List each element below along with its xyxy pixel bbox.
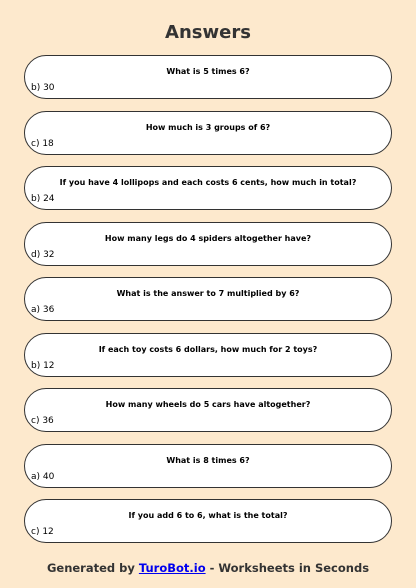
answer-card bbox=[24, 333, 392, 377]
footer-prefix: Generated by bbox=[46, 561, 139, 575]
answer-card bbox=[24, 277, 392, 321]
question-text: What is 8 times 6? bbox=[166, 455, 250, 465]
answer-text: b) 30 bbox=[31, 83, 55, 93]
footer-suffix: - Worksheets in Seconds bbox=[205, 561, 370, 575]
page-title: Answers bbox=[165, 22, 251, 43]
question-text: How much is 3 groups of 6? bbox=[145, 122, 271, 132]
answer-list bbox=[24, 55, 392, 555]
question-text: If each toy costs 6 dollars, how much for 2 toys? bbox=[98, 344, 318, 354]
answer-card bbox=[24, 55, 392, 99]
question-text: If you add 6 to 6, what is the total? bbox=[128, 511, 288, 520]
answer-text: c) 12 bbox=[31, 527, 54, 537]
question-text: What is 5 times 6? bbox=[166, 67, 250, 76]
answer-text: b) 12 bbox=[31, 360, 55, 371]
answer-text: a) 40 bbox=[31, 471, 55, 482]
answer-text: a) 36 bbox=[31, 305, 55, 315]
question-text: How many legs do 4 spiders altogether have? bbox=[104, 233, 312, 243]
turobot-link[interactable]: TuroBot.io bbox=[138, 561, 206, 575]
answer-text: b) 24 bbox=[31, 194, 55, 204]
answer-card bbox=[24, 444, 392, 488]
answer-card bbox=[24, 222, 392, 266]
answer-card bbox=[24, 166, 392, 210]
answer-text: c) 18 bbox=[31, 138, 54, 149]
answer-card bbox=[24, 111, 392, 155]
answer-card bbox=[24, 499, 392, 543]
question-text: If you have 4 lollipops and each costs 6 cents, how much in total? bbox=[59, 178, 357, 187]
answer-text: d) 32 bbox=[31, 249, 55, 260]
footer bbox=[0, 561, 416, 575]
question-text: How many wheels do 5 cars have altogether? bbox=[105, 400, 311, 409]
answer-text: c) 36 bbox=[31, 416, 54, 426]
question-text: What is the answer to 7 multiplied by 6? bbox=[116, 289, 300, 298]
answer-card bbox=[24, 388, 392, 432]
